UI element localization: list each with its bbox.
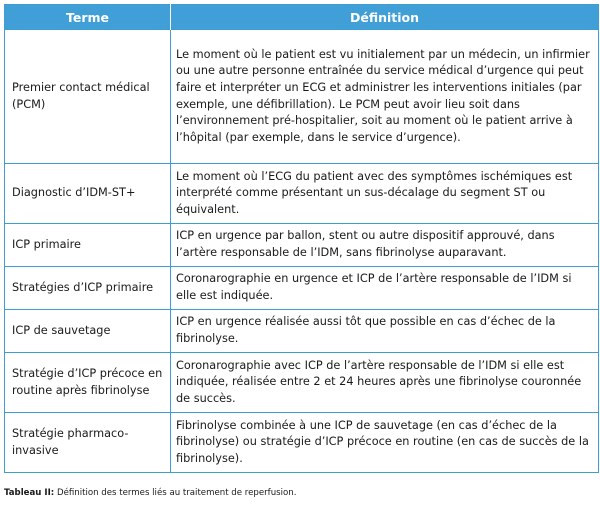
caption-text: Définition des termes liés au traitement de reperfusion. (54, 488, 297, 498)
definition-cell: ICP en urgence par ballon, stent ou autre dispositif approuvé, dans l’artère responsable de l’IDM, sans fibrinolyse auparavant. (171, 224, 599, 267)
table-row (5, 353, 599, 413)
term-cell: Premier contact médical (PCM) (5, 30, 171, 164)
table-header-row (5, 5, 599, 30)
definition-cell: Le moment où l’ECG du patient avec des symptômes ischémiques est interprété comme présentant un sus-décalage du segment ST ou équivalent. (171, 164, 599, 224)
definition-cell: ICP en urgence réalisée aussi tôt que possible en cas d’échec de la fibrinolyse. (171, 310, 599, 353)
table-row (5, 164, 599, 224)
table-row (5, 30, 599, 164)
term-cell: ICP primaire (5, 224, 171, 267)
term-cell: Stratégie d’ICP précoce en routine après fibrinolyse (5, 353, 171, 413)
definition-cell: Coronarographie avec ICP de l’artère responsable de l’IDM si elle est indiquée, réalisée entre 2 et 24 heures après une fibrinolyse couronnée de succès. (171, 353, 599, 413)
term-cell: Diagnostic d’IDM-ST+ (5, 164, 171, 224)
definitions-table-container (4, 4, 598, 473)
definitions-table (4, 4, 599, 473)
term-cell: Stratégies d’ICP primaire (5, 267, 171, 310)
table-row (5, 224, 599, 267)
caption-label: Tableau II: (4, 488, 55, 498)
header-definition: Définition (171, 5, 599, 30)
table-row (5, 310, 599, 353)
table-caption (4, 488, 296, 498)
term-cell: ICP de sauvetage (5, 310, 171, 353)
table-row (5, 413, 599, 473)
definition-cell: Le moment où le patient est vu initialement par un médecin, un infirmier ou une autre personne entraînée du service médical d’urgence qui peut faire et interpréter un ECG et administrer les interventions initiales (par exemple, une défibrillation). Le PCM peut avoir lieu soit dans l’environnement pré-hospitalier, soit au moment où le patient arrive à l’hôpital (par exemple, dans le service d’urgence). (171, 30, 599, 164)
definition-cell: Fibrinolyse combinée à une ICP de sauvetage (en cas d’échec de la fibrinolyse) ou stratégie d’ICP précoce en routine (en cas de succès de la fibrinolyse). (171, 413, 599, 473)
term-cell: Stratégie pharmaco-invasive (5, 413, 171, 473)
header-term: Terme (5, 5, 171, 30)
definition-cell: Coronarographie en urgence et ICP de l’artère responsable de l’IDM si elle est indiquée. (171, 267, 599, 310)
table-row (5, 267, 599, 310)
